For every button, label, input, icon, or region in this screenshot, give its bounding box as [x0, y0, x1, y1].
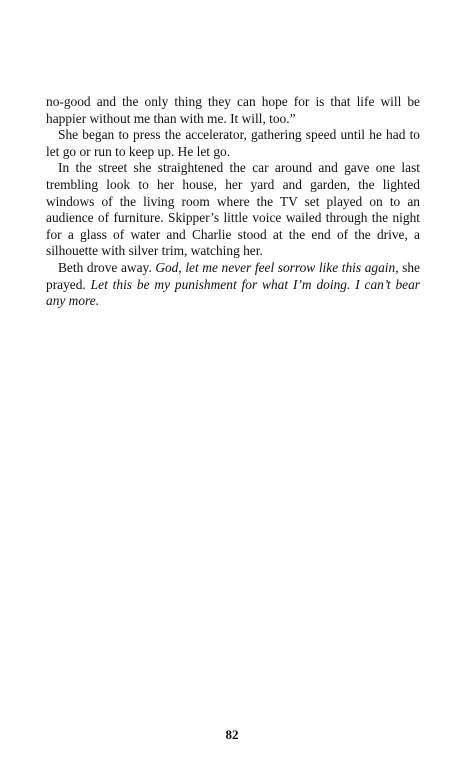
paragraph-4-text-plain-2: she prayed. [46, 259, 420, 292]
paragraph-4-prayer-italic-2: Let this be my punishment for what I’m doing. I can’t bear any more. [46, 276, 420, 309]
paragraph-1 [46, 94, 420, 127]
paragraph-2 [46, 127, 420, 160]
paragraph-4 [46, 260, 420, 310]
paragraph-4-text-plain-1: Beth drove away. [58, 259, 156, 275]
paragraph-3 [46, 160, 420, 260]
page-number: 82 [225, 727, 239, 742]
paragraph-3-text: In the street she straightened the car around and gave one last trembling look to her house, her yard and garden, the lighted windows of the living room where the TV set played on to an audience of furniture. Skipper’s little voice wailed through the night for a glass of water and Charlie stood at the end of the drive, a silhouette with silver trim, watching her. [46, 160, 420, 259]
book-page-body [46, 94, 420, 310]
paragraph-1-text: no-good and the only thing they can hope for is that life will be happier without me than with me. It will, too.” [46, 94, 420, 126]
paragraph-2-text: She began to press the accelerator, gathering speed until he had to let go or run to keep up. He let go. [46, 127, 420, 159]
paragraph-4-prayer-italic-1: God, let me never feel sorrow like this again, [155, 259, 399, 275]
